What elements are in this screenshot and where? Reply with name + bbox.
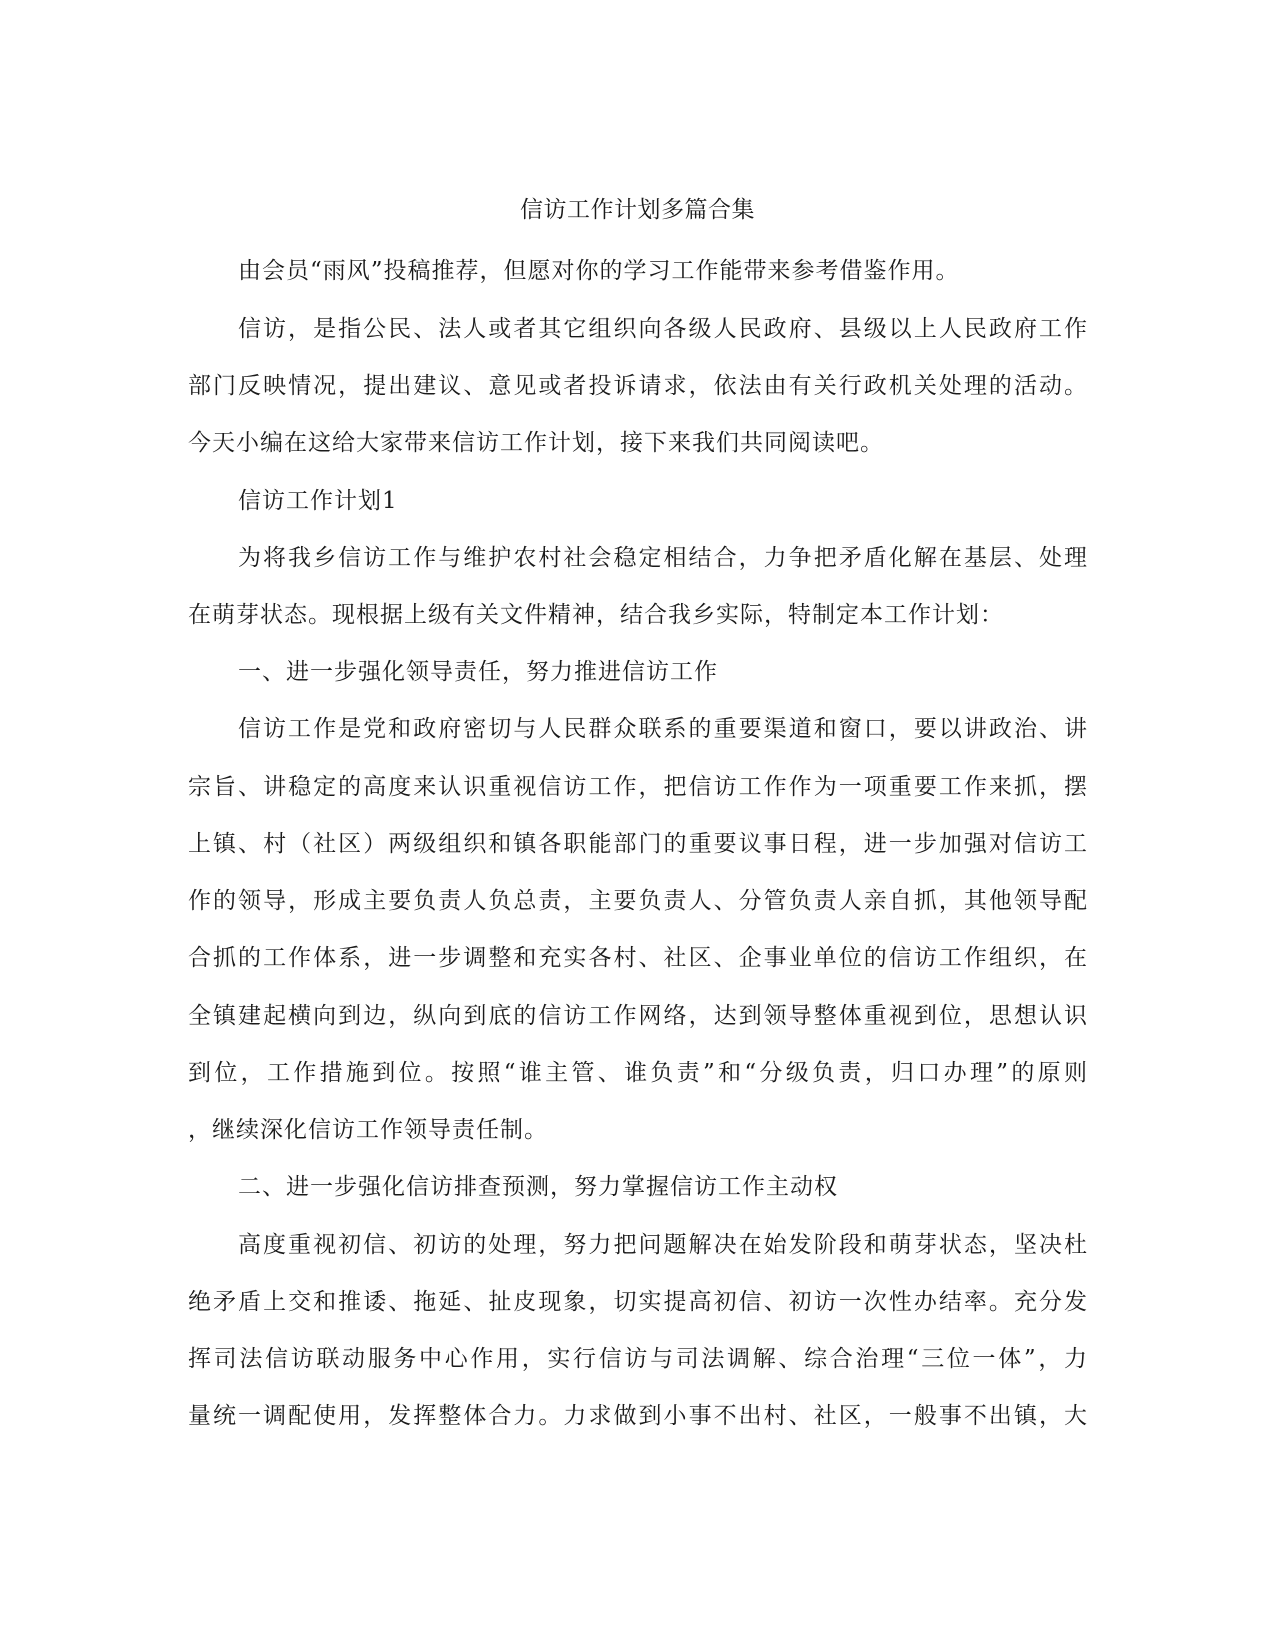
text-line: 部门反映情况，提出建议、意见或者投诉请求，依法由有关行政机关处理的活动。 <box>188 373 1088 399</box>
text-line: 量统一调配使用，发挥整体合力。力求做到小事不出村、社区，一般事不出镇，大 <box>188 1403 1088 1429</box>
text-line: 在萌芽状态。现根据上级有关文件精神，结合我乡实际，特制定本工作计划： <box>188 602 1004 628</box>
section-heading: 一、进一步强化领导责任，努力推进信访工作 <box>238 659 718 685</box>
text-line: 信访，是指公民、法人或者其它组织向各级人民政府、县级以上人民政府工作 <box>238 316 1088 342</box>
text-line: 由会员“雨风”投稿推荐，但愿对你的学习工作能带来参考借鉴作用。 <box>238 258 960 284</box>
text-line: 绝矛盾上交和推诿、拖延、扯皮现象，切实提高初信、初访一次性办结率。充分发 <box>188 1289 1088 1315</box>
text-line: 挥司法信访联动服务中心作用，实行信访与司法调解、综合治理“三位一体”，力 <box>188 1346 1088 1372</box>
text-line: 宗旨、讲稳定的高度来认识重视信访工作，把信访工作作为一项重要工作来抓，摆 <box>188 774 1088 800</box>
section-heading: 信访工作计划1 <box>238 488 398 514</box>
text-line: 高度重视初信、初访的处理，努力把问题解决在始发阶段和萌芽状态，坚决杜 <box>238 1232 1088 1258</box>
text-line: 为将我乡信访工作与维护农村社会稳定相结合，力争把矛盾化解在基层、处理 <box>238 545 1088 571</box>
section-heading: 二、进一步强化信访排查预测，努力掌握信访工作主动权 <box>238 1174 838 1200</box>
text-line: 全镇建起横向到边，纵向到底的信访工作网络，达到领导整体重视到位，思想认识 <box>188 1003 1088 1029</box>
text-line: 今天小编在这给大家带来信访工作计划，接下来我们共同阅读吧。 <box>188 430 884 456</box>
text-line: 到位，工作措施到位。按照“谁主管、谁负责”和“分级负责，归口办理”的原则 <box>188 1060 1088 1086</box>
text-line: 合抓的工作体系，进一步调整和充实各村、社区、企事业单位的信访工作组织，在 <box>188 945 1088 971</box>
document-title: 信访工作计划多篇合集 <box>520 197 755 223</box>
text-line: 信访工作是党和政府密切与人民群众联系的重要渠道和窗口，要以讲政治、讲 <box>238 716 1088 742</box>
text-line: 上镇、村（社区）两级组织和镇各职能部门的重要议事日程，进一步加强对信访工 <box>188 831 1088 857</box>
text-line: 作的领导，形成主要负责人负总责，主要负责人、分管负责人亲自抓，其他领导配 <box>188 888 1088 914</box>
text-line: ，继续深化信访工作领导责任制。 <box>188 1117 548 1143</box>
